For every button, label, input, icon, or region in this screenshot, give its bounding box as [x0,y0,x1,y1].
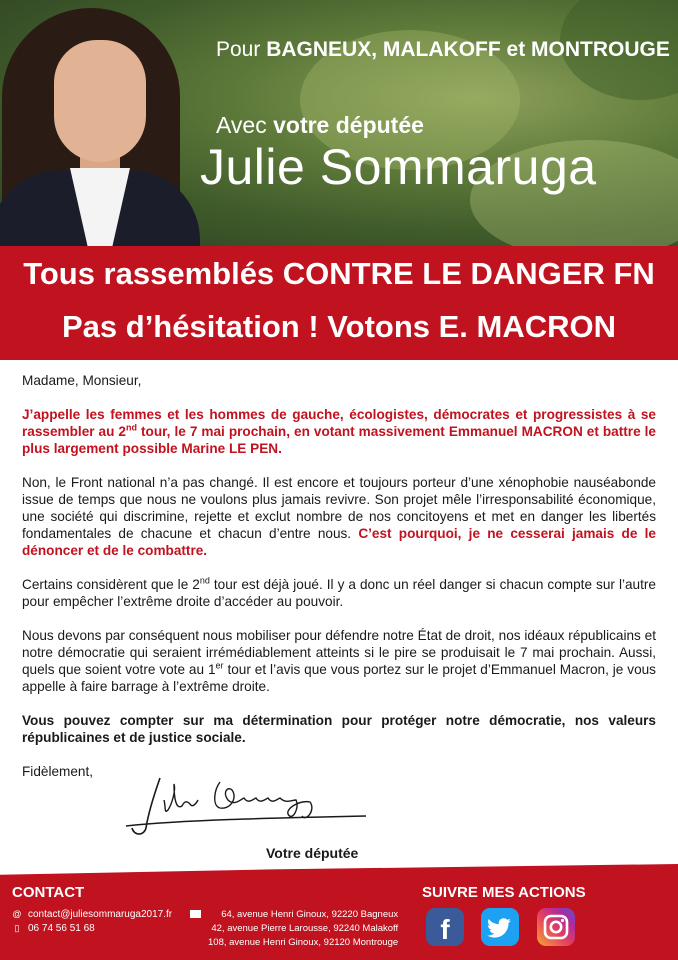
footer [0,878,678,960]
headline-line-2: Pas d’hésitation ! Votons E. MACRON [61,309,617,344]
paragraph-danger: Certains considèrent que le 2nd tour est déjà joué. Il y a donc un réel danger si chacun compte sur l’autre pour empêcher l’extrême droite d’accéder au pouvoir. [22,575,656,609]
at-icon: @ [12,909,22,919]
phone-icon: ▯ [14,923,20,933]
twitter-icon[interactable] [481,908,519,946]
signature-label: Votre députée [266,845,359,861]
paragraph-fn: Non, le Front national n’a pas changé. Il est encore et toujours porteur d’une xénophobie nauséabonde issue de temps que nous ne voulons plus jamais revivre. Son projet mêle l’irresponsabilité économique, une société qui discrimine, rejette et exclut nombre de nos concitoyens et met en danger les libertés fondamentales de chacune et chacun d’entre nous. C’est pourquoi, je ne cesserai jamais de le dénoncer et de le combattre. [22,475,656,558]
instagram-icon[interactable] [537,908,575,946]
letter-body [22,372,656,797]
follow-title: SUIVRE MES ACTIONS [422,884,586,901]
candidate-name: Julie Sommaruga [200,139,597,195]
headline-line-1: Tous rassemblés CONTRE LE DANGER FN [23,256,655,291]
address-malakoff: 42, avenue Pierre Larousse, 92240 Malakoff [211,923,399,934]
contact-phone[interactable]: ▯ 06 74 56 51 68 [12,923,95,934]
address-bagneux: 64, avenue Henri Ginoux, 92220 Bagneux [221,909,399,920]
portrait-image [0,0,200,246]
paragraph-mobilize: Nous devons par conséquent nous mobiliser pour défendre notre État de droit, nos idéaux républicains et notre démocratie qui seraient irrémédiablement atteints si le pire se produisait le 7 mai prochain. Aussi, quels que soient votre vote au 1er tour et l’avis que vous portez sur le projet d’Emmanuel Macron, je vous appelle à faire barrage à l’extrême droite. [22,628,656,694]
header-role: Avec votre députée [216,112,424,138]
header-subtitle: Pour BAGNEUX, MALAKOFF et MONTROUGE [216,38,670,61]
greeting: Madame, Monsieur, [22,373,142,388]
contact-title: CONTACT [12,884,85,901]
handwritten-signature [120,770,370,840]
contact-email[interactable]: @ contact@juliesommaruga2017.fr [12,909,173,920]
header-photo [0,0,678,246]
facebook-glyph: f [440,914,450,945]
address-montrouge: 108, avenue Henri Ginoux, 92120 Montrouge [208,937,399,948]
paragraph-appeal: J’appelle les femmes et les hommes de gauche, écologistes, démocrates et progressistes à se rassembler au 2nd tour, le 7 mai prochain, en votant massivement Emmanuel MACRON et battre le plus largement possible Marine LE PEN. [22,407,656,456]
closing: Fidèlement, [22,764,94,779]
headline-banner [0,246,678,360]
envelope-icon [190,910,201,918]
contact-addresses [190,908,398,950]
paragraph-commitment: Vous pouvez compter sur ma détermination pour protéger notre démocratie, nos valeurs républicaines et de justice sociale. [22,713,656,745]
facebook-icon[interactable] [426,908,464,946]
